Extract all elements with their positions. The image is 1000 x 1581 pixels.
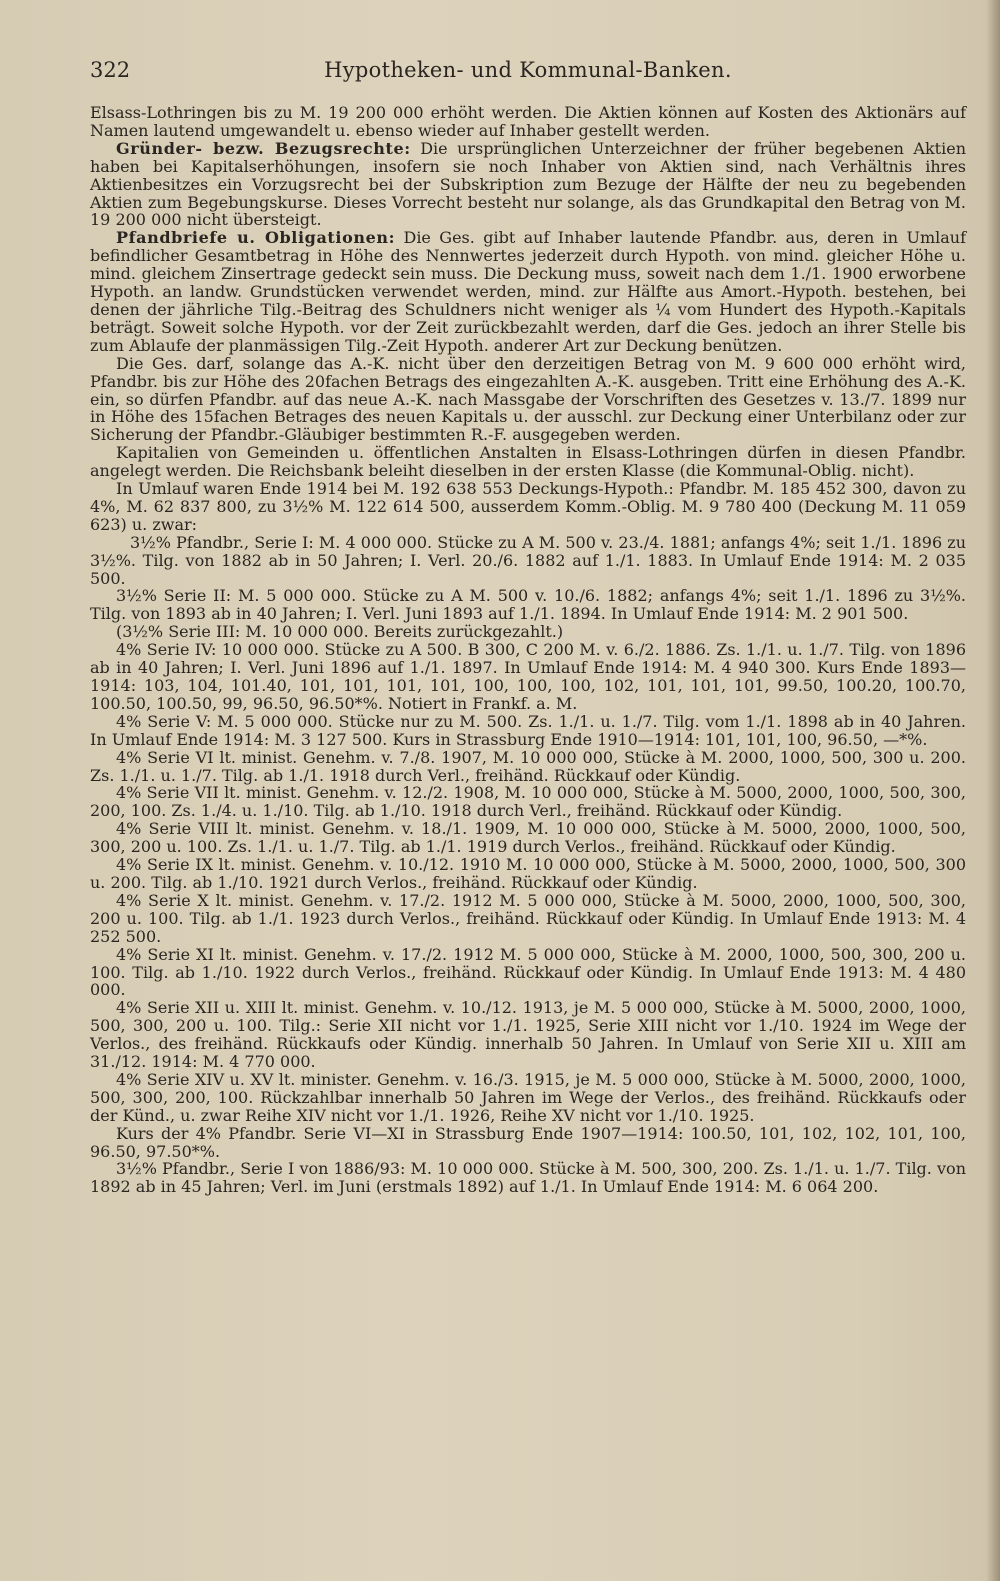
paragraph-text: Die Ges. darf, solange das A.-K. nicht über den derzeitigen Betrag von M. 9 600 000 erhöht wird, Pfandbr. bis zur Höhe des 20fachen Betrags des eingezahlten A.-K. ausgeben. Tritt eine Erhöhung des A.-K. ein, so dürfen Pfandbr. auf das neue A.-K. nach Massgabe der Vorschriften des Gesetzes v. 13./7. 1899 nur in Höhe des 15fachen Betrages des neuen Kapitals u. der ausschl. zur Deckung einer Unterbilanz oder zur Sicherung der Pfandbr.-Gläubiger bestimmten R.-F. ausgegeben werden. — [90, 353, 966, 445]
paragraph — [90, 355, 966, 445]
paragraph — [90, 713, 966, 749]
paragraph — [90, 104, 966, 140]
section-lead: Pfandbriefe u. Obligationen: — [116, 228, 396, 248]
paragraph-text: 4% Serie XIV u. XV lt. minister. Genehm. v. 16./3. 1915, je M. 5 000 000, Stücke à M. 5000, 2000, 1000, 500, 300, 200, 100. Rückzahlbar innerhalb 50 Jahren im Wege der Verlos., des freihänd. Rückkaufs oder der Künd., u. zwar Reihe XIV nicht vor 1./1. 1926, Reihe XV nicht vor 1./10. 1925. — [90, 1069, 966, 1125]
paragraph — [90, 1160, 966, 1196]
paragraph-text: 4% Serie IV: 10 000 000. Stücke zu A 500. B 300, C 200 M. v. 6./2. 1886. Zs. 1./1. u. 1./7. Tilg. von 1896 ab in 40 Jahren; I. Verl. Juni 1896 auf 1./1. 1897. In Umlauf Ende 1914: M. 4 940 300. Kurs Ende 1893—1914: 103, 104, 101.40, 101, 101, 101, 101, 100, 100, 100, 102, 101, 101, 101, 99.50, 100.20, 100.70, 100.50, 100.50, 99, 96.50, 96.50*%. Notiert in Frankf. a. M. — [90, 640, 966, 713]
paragraph-text: 4% Serie XI lt. minist. Genehm. v. 17./2. 1912 M. 5 000 000, Stücke à M. 2000, 1000, 500, 300, 200 u. 100. Tilg. ab 1./10. 1922 durch Verlos., freihänd. Rückkauf oder Kündig. In Umlauf Ende 1913: M. 4 480 000. — [90, 944, 966, 1000]
paragraph — [90, 534, 966, 588]
paragraph-text: 4% Serie VII lt. minist. Genehm. v. 12./2. 1908, M. 10 000 000, Stücke à M. 5000, 2000, 1000, 500, 300, 200, 100. Zs. 1./4. u. 1./10. Tilg. ab 1./10. 1918 durch Verl., freihänd. Rückkauf oder Kündig. — [90, 783, 966, 821]
paragraph — [90, 784, 966, 820]
page-number: 322 — [90, 58, 131, 82]
paragraph-text: 4% Serie X lt. minist. Genehm. v. 17./2. 1912 M. 5 000 000, Stücke à M. 5000, 2000, 1000, 500, 300, 200 u. 100. Tilg. ab 1./1. 1923 durch Verlos., freihänd. Rückkauf oder Kündig. In Umlauf Ende 1913: M. 4 252 500. — [90, 890, 966, 946]
paragraph — [90, 587, 966, 623]
paragraph-text: In Umlauf waren Ende 1914 bei M. 192 638 553 Deckungs-Hypoth.: Pfandbr. M. 185 452 300, davon zu 4%, M. 62 837 800, zu 3½% M. 122 614 500, ausserdem Komm.-Oblig. M. 9 780 400 (Deckung M. 11 059 623) u. zwar: — [90, 479, 966, 534]
paragraph-text: 3½% Serie II: M. 5 000 000. Stücke zu A M. 500 v. 10./6. 1882; anfangs 4%; seit 1./1. 1896 zu 3½%. Tilg. von 1893 ab in 40 Jahren; I. Verl. Juni 1893 auf 1./1. 1894. In Umlauf Ende 1914: M. 2 901 500. — [90, 586, 966, 624]
paragraph — [90, 480, 966, 534]
paragraph-text: 3½% Pfandbr., Serie I: M. 4 000 000. Stücke zu A M. 500 v. 23./4. 1881; anfangs 4%; seit 1./1. 1896 zu 3½%. Tilg. von 1882 ab in 50 Jahren; I. Verl. 20./6. 1882 auf 1./1. 1883. In Umlauf Ende 1914: M. 2 035 500. — [90, 532, 966, 588]
paragraph — [90, 1071, 966, 1125]
paragraph — [90, 946, 966, 1000]
paragraph-text: Die Ges. gibt auf Inhaber lautende Pfandbr. aus, deren in Umlauf befindlicher Gesamtbetrag in Höhe des Nennwertes jederzeit durch Hypoth. von mind. gleicher Höhe u. mind. gleichem Zinsertrage gedeckt sein muss. Die Deckung muss, soweit nach dem 1./1. 1900 erworbene Hypoth. an landw. Grundstücken verwendet werden, mind. zur Hälfte aus Amort.-Hypoth. bestehen, bei denen der jährliche Tilg.-Beitrag des Schuldners nicht weniger als ¼ vom Hundert des Hypoth.-Kapitals beträgt. Soweit solche Hypoth. vor der Zeit zurückbezahlt werden, darf die Ges. jedoch an ihrer Stelle bis zum Ablaufe der planmässigen Tilg.-Zeit Hypoth. anderer Art zur Deckung benützen. — [90, 228, 966, 355]
paragraph — [90, 140, 966, 230]
paragraph-text: 4% Serie VI lt. minist. Genehm. v. 7./8. 1907, M. 10 000 000, Stücke à M. 2000, 1000, 500, 300 u. 200. Zs. 1./1. u. 1./7. Tilg. ab 1./1. 1918 durch Verl., freihänd. Rückkauf oder Kündig. — [90, 747, 966, 785]
paragraph-text: 4% Serie VIII lt. minist. Genehm. v. 18./1. 1909, M. 10 000 000, Stücke à M. 5000, 2000, 1000, 500, 300, 200 u. 100. Zs. 1./1. u. 1./7. Tilg. ab 1./1. 1919 durch Verlos., freihänd. Rückkauf oder Kündig. — [90, 819, 966, 857]
paragraph-text: 4% Serie V: M. 5 000 000. Stücke nur zu M. 500. Zs. 1./1. u. 1./7. Tilg. vom 1./1. 1898 ab in 40 Jahren. In Umlauf Ende 1914: M. 3 127 500. Kurs in Strassburg Ende 1910—1914: 101, 101, 100, 96.50, —*%. — [90, 711, 966, 749]
paragraph — [90, 444, 966, 480]
paragraph-text: 4% Serie IX lt. minist. Genehm. v. 10./12. 1910 M. 10 000 000, Stücke à M. 5000, 2000, 1000, 500, 300 u. 200. Tilg. ab 1./10. 1921 durch Verlos., freihänd. Rückkauf oder Kündig. — [90, 855, 966, 892]
page-edge-shadow — [986, 0, 1000, 1581]
paragraph — [90, 856, 966, 892]
paragraph — [90, 641, 966, 713]
paragraph-text: Kurs der 4% Pfandbr. Serie VI—XI in Strassburg Ende 1907—1914: 100.50, 101, 102, 102, 101, 100, 96.50, 97.50*%. — [90, 1123, 966, 1161]
paragraph-text: Kapitalien von Gemeinden u. öffentlichen Anstalten in Elsass-Lothringen dürfen in diesen Pfandbr. angelegt werden. Die Reichsbank beleiht dieselben in der ersten Klasse (die Kommunal-Oblig. nicht). — [90, 443, 966, 481]
paragraph — [90, 1125, 966, 1161]
running-head: Hypotheken- und Kommunal-Banken. — [324, 58, 732, 82]
paragraph-text: 4% Serie XII u. XIII lt. minist. Genehm. v. 10./12. 1913, je M. 5 000 000, Stücke à M. 5000, 2000, 1000, 500, 300, 200 u. 100. Tilg.: Serie XII nicht vor 1./1. 1925, Serie XIII nicht vor 1./10. 1924 im Wege der Verlos., des freihänd. Rückkaufs oder Kündig. innerhalb 50 Jahren. In Umlauf von Serie XII u. XIII am 31./12. 1914: M. 4 770 000. — [90, 998, 966, 1072]
paragraph — [90, 820, 966, 856]
paragraph — [90, 229, 966, 354]
paragraph-text: Die ursprünglichen Unterzeichner der früher begebenen Aktien haben bei Kapitalserhöhungen, insofern sie noch Inhaber von Aktien sind, nach Verhältnis ihres Aktienbesitzes ein Vorzugsrecht bei der Subskription zum Bezuge der Hälfte der neu zu begebenden Aktien zum Begebungskurse. Dieses Vorrecht besteht nur solange, als das Grundkapital den Betrag von M. 19 200 000 nicht übersteigt. — [90, 138, 966, 230]
paragraph — [90, 892, 966, 946]
body-text — [90, 104, 966, 1196]
paragraph-text: Elsass-Lothringen bis zu M. 19 200 000 erhöht werden. Die Aktien können auf Kosten des Aktionärs auf Namen lautend umgewandelt u. ebenso wieder auf Inhaber gestellt werden. — [90, 103, 966, 140]
section-lead: Gründer- bezw. Bezugsrechte: — [116, 138, 411, 158]
page-header — [90, 58, 966, 92]
paragraph-text: 3½% Pfandbr., Serie I von 1886/93: M. 10 000 000. Stücke à M. 500, 300, 200. Zs. 1./1. u. 1./7. Tilg. von 1892 ab in 45 Jahren; Verl. im Juni (erstmals 1892) auf 1./1. In Umlauf Ende 1914: M. 6 064 200. — [90, 1159, 966, 1197]
paragraph-text: (3½% Serie III: M. 10 000 000. Bereits zurückgezahlt.) — [116, 622, 564, 642]
paragraph — [90, 749, 966, 785]
paragraph — [90, 623, 966, 641]
paragraph — [90, 999, 966, 1071]
